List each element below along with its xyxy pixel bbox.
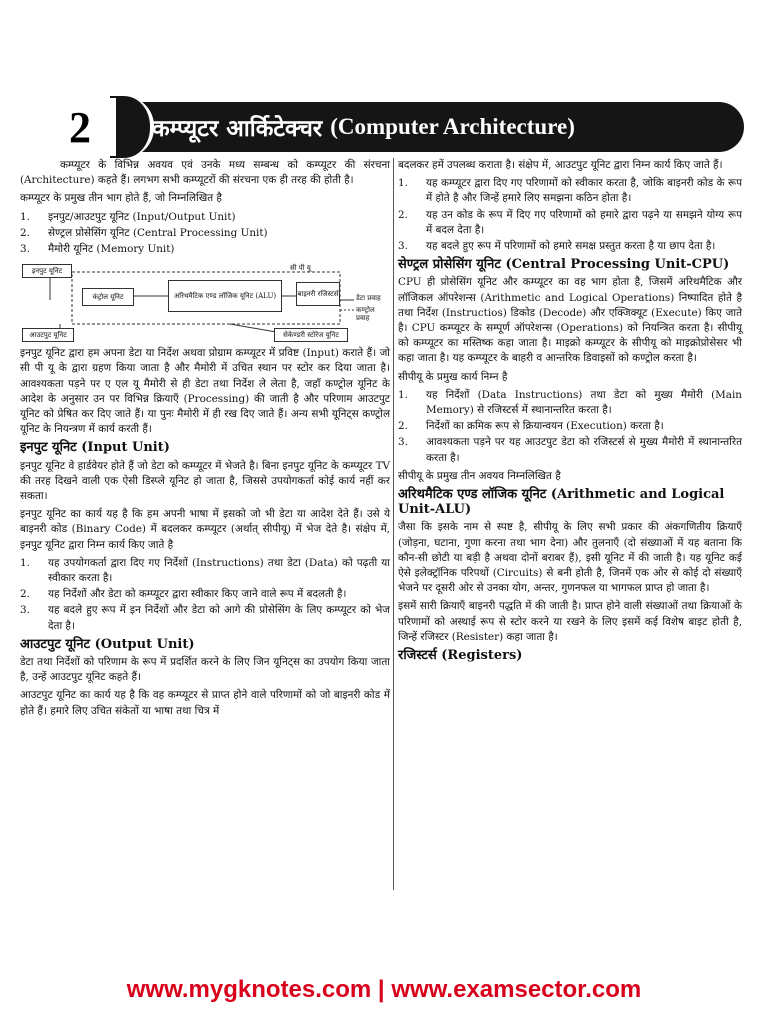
item-text: यह उपयोगकर्ता द्वारा दिए गए निर्देशों (Instructions) तथा डेटा (Data) को पढ़ती या स्वीकार करता है। bbox=[48, 556, 390, 585]
list-item bbox=[398, 239, 742, 254]
diagram-control-flow: कण्ट्रोल प्रवाह bbox=[356, 306, 375, 323]
architecture-diagram bbox=[20, 260, 390, 342]
diagram-data-flow: डेटा प्रवाह bbox=[356, 294, 381, 303]
input-function-paragraph: इनपुट यूनिट का कार्य यह है कि हम अपनी भाषा में इसको जो भी डेटा या आदेश देते हैं। उसे ये बाइनरी कोड (Binary Code) में बदलकर कम्प्यूटर (अर्थात् सीपीयू) में भेज देते है। संक्षेप में, इनपुट यूनिट द्वारा निम्न कार्य किए जाते है bbox=[20, 508, 390, 551]
chapter-title bbox=[152, 102, 575, 152]
diagram-cpu-label: सी पी यू bbox=[290, 264, 311, 273]
alu-registers-paragraph: इसमें सारी क्रियाएँ बाइनरी पद्धति में की जाती है। प्राप्त होने वाली संख्याओं तथा क्रियाओं के परिणामों को अस्थाई रूप से स्टोर करने या रखने के लिए इसमें कई विशेष बाइट होती है, जिन्हें रजिस्टर (Resister) कहा जाता है। bbox=[398, 600, 742, 643]
output-unit-paragraph: डेटा तथा निर्देशों को परिणाम के रूप में प्रदर्शित करने के लिए जिन यूनिट्स का उपयोग किया जाता है, उन्हें आउटपुट यूनिट कहते हैं। bbox=[20, 656, 390, 684]
item-number: 3. bbox=[20, 243, 30, 256]
diagram-alu: अरिथमैटिक एण्ड लॉजिक यूनिट (ALU) bbox=[168, 280, 282, 312]
item-number: 2. bbox=[398, 420, 408, 433]
item-number: 1. bbox=[398, 388, 408, 401]
item-text: यह बदले हुए रूप में इन निर्देशों और डेटा को आगे की प्रोसेसिंग के लिए कम्प्यूटर को भेज देता है। bbox=[48, 604, 390, 632]
item-text: यह निर्देशों (Data Instructions) तथा डेटा को मुख्य मैमोरी (Main Memory) से रजिस्टर्स में स्थानान्तरित करता है। bbox=[426, 388, 742, 417]
output-continuation: बदलकर हमें उपलब्ध कराता है। संक्षेप में, आउटपुट यूनिट द्वारा निम्न कार्य किए जाते हैं। bbox=[398, 159, 723, 171]
list-item bbox=[398, 419, 742, 434]
list-item bbox=[398, 388, 742, 418]
cpu-tasks-list bbox=[398, 388, 742, 466]
input-unit-paragraph: इनपुट यूनिट वे हार्डवेयर होते हैं जो डेटा को कम्प्यूटर में भेजते है। बिना इनपुट यूनिट के कम्प्यूटर TV की तरह दिखने वाली एक ऐसी डिस्प्ले यूनिट हो जाता है, जिससे उपयोगकर्ता कोई कार्य नहीं कर सकता। bbox=[20, 459, 390, 503]
item-number: 2. bbox=[20, 226, 30, 239]
input-unit-heading: इनपुट यूनिट (Input Unit) bbox=[20, 440, 170, 456]
alu-heading: अरिथमैटिक एण्ड लॉजिक यूनिट (Arithmetic and Logical Unit-ALU) bbox=[398, 487, 725, 518]
list-item bbox=[398, 435, 742, 465]
output-function-paragraph: आउटपुट यूनिट का कार्य यह है कि वह कम्प्यूटर से प्राप्त होने वाले परिणामों को जो बाइनरी कोड में होते हैं। हमारे लिए उचित संकेतों या भाषा तथा चित्र में bbox=[20, 689, 390, 717]
input-tasks-list bbox=[20, 556, 390, 634]
intro-paragraph: कम्प्यूटर के विभिन्न अवयव एवं उनके मध्य सम्बन्ध को कम्प्यूटर की संरचना (Architecture) कहते हैं। लगभग सभी कम्प्यूटरों की संरचना एक ही तरह की होती है। bbox=[20, 159, 390, 187]
chapter-title-english: (Computer Architecture) bbox=[330, 114, 575, 139]
chapter-title-hindi: कम्प्यूटर आर्किटेक्चर bbox=[152, 115, 323, 142]
data-flow-paragraph: इनपुट यूनिट द्वारा हम अपना डेटा या निर्देश अथवा प्रोग्राम कम्प्यूटर में प्रविष्ट (Input) कराते हैं। जो सी पी यू के द्वारा ग्रहण किया जाता है और मैमोरी में उचित स्थान पर स्टोर कर दिया जाता है। आवश्यकता पड़ने पर ए एल यू मैमोरी से ही डेटा तथा निर्देश ले लेता है, जहाँ कण्ट्रोल यूनिट के आदेश के अनुसार उन पर विभिन्न क्रियाएँ (Processing) की जाती है और परिणाम आउटपुट यूनिट को प्रेषित कर दिए जाते हैं। या पुनः मैमोरी में ही रख दिए जाते हैं। अन्य सभी यूनिट्स कण्ट्रोल यूनिट के नियन्त्रण में कार्य करती हैं। bbox=[20, 347, 390, 436]
item-number: 3. bbox=[398, 436, 408, 449]
item-number: 1. bbox=[20, 556, 30, 569]
list-item bbox=[20, 587, 390, 602]
item-number: 2. bbox=[398, 208, 408, 221]
cpu-paragraph: CPU ही प्रोसेसिंग यूनिट और कम्प्यूटर का वह भाग होता है, जिसमें अरिथमैटिक और लॉजिकल ऑपरेशन्स (Arithmetic and Logical Operations) निष्पादित होते है तथा निर्देश (Instructios) डिकोड (Decode) और एक्जिक्यूट (Execute) किए जाते है। CPU कम्प्यूटर के सम्पूर्ण ऑपरेशन्स (Operations) को नियन्त्रित करता है। सीपीयू को कम्प्यूटर का मस्तिष्क कहा जाता है। माइक्रो कम्प्यूटर के सीपीयू को माइक्रोप्रोसेसर भी कहा जाता है। यह कम्प्यूटर के बाहरी व आन्तरिक डिवाइसों को कण्ट्रोल करता है। bbox=[398, 276, 742, 365]
chapter-number: 2 bbox=[44, 98, 116, 156]
list-item bbox=[20, 603, 390, 633]
chapter-banner bbox=[44, 98, 744, 156]
diagram-control-unit: कंट्रोल यूनिट bbox=[82, 288, 134, 306]
parts-intro: कम्प्यूटर के प्रमुख तीन भाग होते हैं, जो निम्नलिखित है bbox=[20, 192, 222, 205]
output-unit-heading: आउटपुट यूनिट (Output Unit) bbox=[20, 636, 195, 652]
item-text: सेण्ट्रल प्रोसेसिंग यूनिट (Central Processing Unit) bbox=[48, 226, 268, 239]
item-text: इनपुट/आउटपुट यूनिट (Input/Output Unit) bbox=[48, 210, 236, 223]
list-item bbox=[20, 210, 390, 225]
item-text: आवश्यकता पड़ने पर यह आउटपुट डेटा को रजिस्टर्स से मुख्य मैमोरी में स्थानान्तरित करता है। bbox=[426, 436, 742, 464]
diagram-output-unit: आउटपुट यूनिट bbox=[22, 328, 74, 342]
left-column bbox=[20, 158, 390, 722]
output-tasks-list bbox=[398, 176, 742, 254]
item-number: 2. bbox=[20, 588, 30, 601]
item-number: 1. bbox=[20, 210, 30, 223]
diagram-registers: बाइनरी रजिस्टर्स bbox=[296, 282, 340, 306]
diagram-secondary-storage: सेकेण्डरी स्टोरेज यूनिट bbox=[274, 328, 348, 342]
list-item bbox=[20, 242, 390, 257]
registers-heading: रजिस्टर्स (Registers) bbox=[398, 648, 523, 664]
item-number: 3. bbox=[20, 604, 30, 617]
item-text: यह बदले हुए रूप में परिणामों को हमारे समक्ष प्रस्तुत करता है या छाप देता है। bbox=[426, 240, 716, 253]
parts-list bbox=[20, 210, 390, 258]
list-item bbox=[398, 176, 742, 206]
cpu-tasks-intro: सीपीयू के प्रमुख कार्य निम्न है bbox=[398, 370, 508, 383]
cpu-heading: सेण्ट्रल प्रोसेसिंग यूनिट (Central Processing Unit-CPU) bbox=[398, 257, 730, 273]
list-item bbox=[20, 226, 390, 241]
alu-paragraph: जैसा कि इसके नाम से स्पष्ट है, सीपीयू के लिए सभी प्रकार की अंकगणितीय क्रियाएँ (जोड़ना, घटाना, गुणा करना तथा भाग देना) और तुलनाएँ (दो संख्याओं में यह बताना कि कौन-सी छोटी या बड़ी है अथवा दोनों बराबर हैं), इसी यूनिट में की जाती है। यह यूनिट कई ऐसे इलेक्ट्रॉनिक परिपथों (Circuits) से बनी होती है, जिनमें एक ओर से कोई दो संख्याएँ भेजने पर दूसरी ओर से उनका योग, अन्तर, गुणनफल या भागफल प्राप्त हो जाता है। bbox=[398, 521, 742, 595]
column-divider bbox=[393, 158, 394, 890]
item-text: यह उन कोड के रूप में दिए गए परिणामों को हमारे द्वारा पढ़ने या समझने योग्य रूप में बदल देता है। bbox=[426, 208, 742, 236]
item-text: निर्देशों का क्रमिक रूप से क्रियान्वयन (Execution) करता है। bbox=[426, 420, 664, 433]
item-number: 3. bbox=[398, 240, 408, 253]
footer-links[interactable]: www.mygknotes.com | www.examsector.com bbox=[126, 976, 642, 1003]
list-item bbox=[398, 208, 742, 238]
cpu-components-intro: सीपीयू के प्रमुख तीन अवयव निम्नलिखित है bbox=[398, 469, 561, 482]
diagram-input-unit: इनपुट यूनिट bbox=[22, 264, 72, 278]
item-text: यह निर्देशों और डेटा को कम्प्यूटर द्वारा स्वीकार किए जाने वाले रूप में बदलती है। bbox=[48, 588, 347, 601]
list-item bbox=[20, 556, 390, 586]
right-column bbox=[398, 158, 742, 666]
item-text: मैमोरी यूनिट (Memory Unit) bbox=[48, 243, 175, 256]
item-text: यह कम्प्यूटर द्वारा दिए गए परिणामों को स्वीकार करता है, जोकि बाइनरी कोड के रूप में होते है और जिन्हें हमारे लिए समझना कठिन होता है। bbox=[426, 177, 742, 205]
item-number: 1. bbox=[398, 177, 408, 190]
